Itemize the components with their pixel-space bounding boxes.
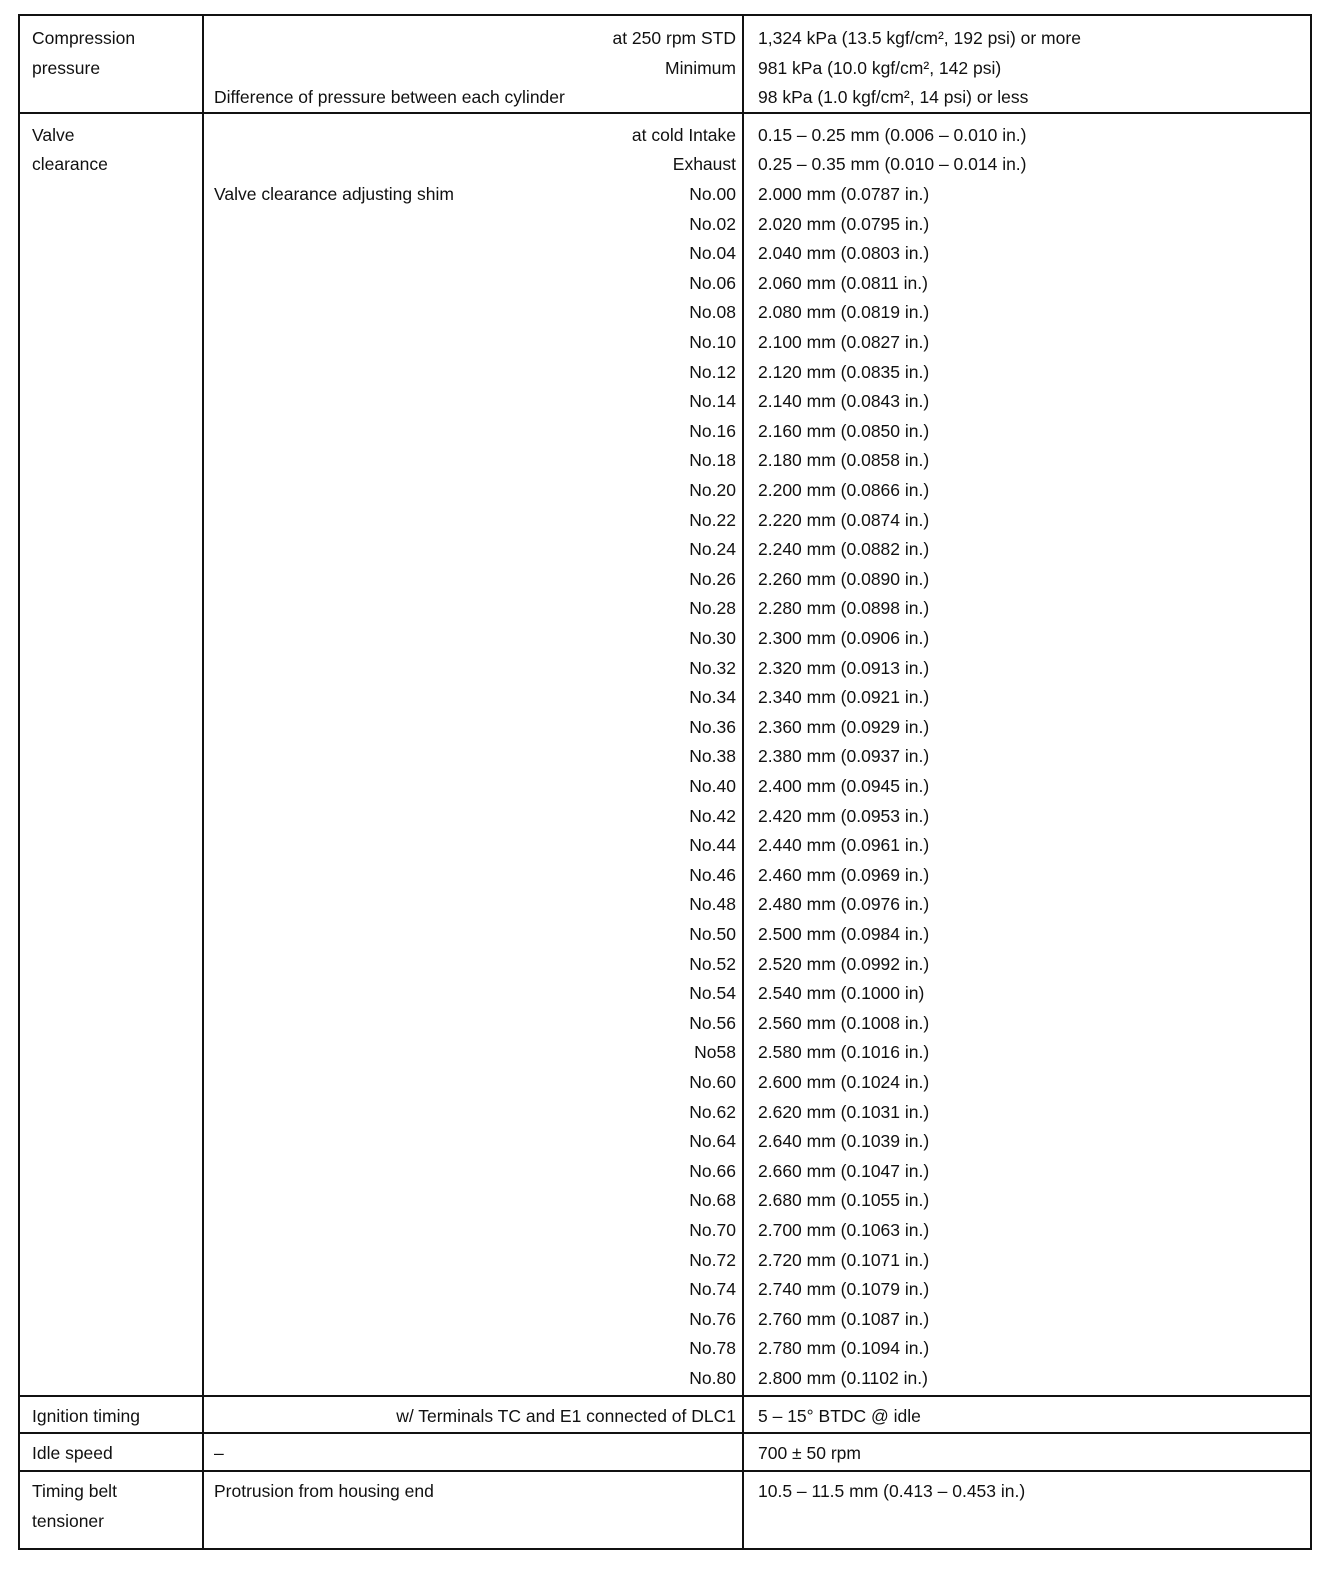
divider — [202, 1397, 204, 1432]
shim-thickness: 2.680 mm (0.1055 in.) — [758, 1190, 930, 1211]
shim-thickness: 2.000 mm (0.0787 in.) — [758, 184, 930, 204]
shim-number: No.62 — [689, 1101, 736, 1122]
shim-number: No.18 — [689, 450, 736, 471]
compression-diff-value: 98 kPa (1.0 kgf/cm², 14 psi) or less — [758, 87, 1029, 107]
shim-thickness: 2.040 mm (0.0803 in.) — [758, 243, 930, 264]
shim-number: No.54 — [689, 983, 736, 1004]
shim-number: No.46 — [689, 864, 736, 885]
shim-thickness: 2.740 mm (0.1079 in.) — [758, 1279, 930, 1300]
shim-thickness: 2.480 mm (0.0976 in.) — [758, 894, 930, 915]
shim-number: No.80 — [689, 1368, 736, 1388]
shim-number: No.30 — [689, 628, 736, 648]
shim-thickness: 2.660 mm (0.1047 in.) — [758, 1160, 930, 1181]
divider — [742, 1397, 744, 1432]
shim-number: No.10 — [689, 332, 736, 352]
shim-number: No.24 — [689, 539, 736, 560]
shim-number: No.34 — [689, 687, 736, 708]
divider — [202, 1434, 204, 1470]
tensioner-value: 10.5 – 11.5 mm (0.413 – 0.453 in.) — [758, 1481, 1026, 1501]
shim-thickness: 2.260 mm (0.0890 in.) — [758, 568, 930, 589]
shim-number: No.50 — [689, 924, 736, 944]
spec-table — [18, 14, 1312, 1550]
shim-thickness: 2.100 mm (0.0827 in.) — [758, 332, 930, 352]
shim-number: No.78 — [689, 1338, 736, 1359]
compression-label-line1: Compression — [32, 28, 136, 48]
shim-thickness: 2.440 mm (0.0961 in.) — [758, 835, 930, 856]
divider — [742, 114, 744, 1395]
shim-number: No.40 — [689, 776, 736, 796]
shim-thickness: 2.160 mm (0.0850 in.) — [758, 420, 930, 441]
ignition-label: Ignition timing — [32, 1406, 140, 1426]
shim-thickness: 2.380 mm (0.0937 in.) — [758, 746, 930, 767]
idle-label: Idle speed — [32, 1443, 113, 1463]
compression-min-condition: Minimum — [665, 58, 736, 78]
shim-number: No.28 — [689, 598, 736, 619]
shim-thickness: 2.200 mm (0.0866 in.) — [758, 480, 930, 500]
divider — [742, 1434, 744, 1470]
shim-number: No.16 — [689, 420, 736, 441]
compression-std-condition: at 250 rpm STD — [612, 28, 736, 48]
shim-number: No.42 — [689, 805, 736, 826]
valve-label-line1: Valve — [32, 125, 75, 145]
compression-diff-condition: Difference of pressure between each cylinder — [214, 87, 565, 107]
shim-number: No.00 — [689, 184, 736, 204]
shim-number: No.70 — [689, 1220, 736, 1240]
shim-thickness: 2.600 mm (0.1024 in.) — [758, 1072, 930, 1092]
shim-number: No.08 — [689, 302, 736, 323]
shim-thickness: 2.780 mm (0.1094 in.) — [758, 1338, 930, 1359]
tensioner-label-line2: tensioner — [32, 1511, 104, 1531]
shim-thickness: 2.180 mm (0.0858 in.) — [758, 450, 930, 471]
shim-thickness: 2.460 mm (0.0969 in.) — [758, 864, 930, 885]
shim-thickness: 2.140 mm (0.0843 in.) — [758, 391, 930, 412]
shim-number: No.32 — [689, 657, 736, 678]
divider — [202, 114, 204, 1395]
shim-number: No.04 — [689, 243, 736, 264]
shim-thickness: 2.020 mm (0.0795 in.) — [758, 213, 930, 234]
section-idle — [20, 1432, 1310, 1470]
shim-label: Valve clearance adjusting shim — [214, 184, 454, 204]
shim-thickness: 2.580 mm (0.1016 in.) — [758, 1042, 930, 1063]
idle-value: 700 ± 50 rpm — [758, 1443, 861, 1463]
shim-thickness: 2.540 mm (0.1000 in) — [758, 983, 925, 1004]
shim-number: No.66 — [689, 1160, 736, 1181]
tensioner-label-line1: Timing belt — [32, 1481, 117, 1501]
shim-number: No.60 — [689, 1072, 736, 1092]
shim-thickness: 2.760 mm (0.1087 in.) — [758, 1308, 930, 1329]
divider — [202, 16, 204, 112]
shim-thickness: 2.400 mm (0.0945 in.) — [758, 776, 930, 796]
shim-thickness: 2.060 mm (0.0811 in.) — [758, 272, 928, 293]
idle-condition: – — [214, 1443, 224, 1463]
shim-number: No.76 — [689, 1308, 736, 1329]
compression-min-value: 981 kPa (10.0 kgf/cm², 142 psi) — [758, 58, 1002, 78]
divider — [202, 1472, 204, 1548]
shim-thickness: 2.700 mm (0.1063 in.) — [758, 1220, 930, 1240]
shim-number: No.68 — [689, 1190, 736, 1211]
divider — [742, 1472, 744, 1548]
section-tensioner — [20, 1470, 1310, 1548]
shim-number: No.56 — [689, 1012, 736, 1033]
shim-number: No.26 — [689, 568, 736, 589]
shim-number: No.12 — [689, 361, 736, 382]
shim-number: No.14 — [689, 391, 736, 412]
tensioner-condition: Protrusion from housing end — [214, 1481, 434, 1501]
shim-number: No.36 — [689, 716, 736, 737]
section-compression — [20, 16, 1310, 112]
shim-thickness: 2.560 mm (0.1008 in.) — [758, 1012, 930, 1033]
shim-number: No.22 — [689, 509, 736, 530]
shim-number: No.74 — [689, 1279, 736, 1300]
shim-thickness: 2.420 mm (0.0953 in.) — [758, 805, 930, 826]
shim-thickness: 2.320 mm (0.0913 in.) — [758, 657, 930, 678]
valve-intake-value: 0.15 – 0.25 mm (0.006 – 0.010 in.) — [758, 125, 1027, 145]
shim-number: No.64 — [689, 1131, 736, 1152]
ignition-value: 5 – 15° BTDC @ idle — [758, 1406, 921, 1426]
shim-thickness: 2.280 mm (0.0898 in.) — [758, 598, 930, 619]
section-valve-clearance — [20, 112, 1310, 1395]
shim-number: No.72 — [689, 1249, 736, 1270]
shim-number: No.38 — [689, 746, 736, 767]
section-ignition — [20, 1395, 1310, 1432]
shim-thickness: 2.360 mm (0.0929 in.) — [758, 716, 930, 737]
shim-thickness: 2.120 mm (0.0835 in.) — [758, 361, 930, 382]
shim-number: No.06 — [689, 272, 736, 293]
ignition-condition: w/ Terminals TC and E1 connected of DLC1 — [396, 1406, 736, 1426]
shim-number: No.52 — [689, 953, 736, 974]
shim-thickness: 2.300 mm (0.0906 in.) — [758, 628, 930, 648]
shim-thickness: 2.340 mm (0.0921 in.) — [758, 687, 930, 708]
shim-thickness: 2.620 mm (0.1031 in.) — [758, 1101, 930, 1122]
divider — [742, 16, 744, 112]
valve-exhaust-condition: Exhaust — [672, 154, 736, 174]
shim-thickness: 2.720 mm (0.1071 in.) — [758, 1249, 930, 1270]
valve-intake-condition: at cold Intake — [631, 125, 736, 145]
compression-std-value: 1,324 kPa (13.5 kgf/cm², 192 psi) or more — [758, 28, 1081, 48]
shim-thickness: 2.800 mm (0.1102 in.) — [758, 1368, 928, 1388]
shim-thickness: 2.500 mm (0.0984 in.) — [758, 924, 930, 944]
shim-number: No.48 — [689, 894, 736, 915]
shim-number: No58 — [694, 1042, 736, 1063]
shim-thickness: 2.240 mm (0.0882 in.) — [758, 539, 930, 560]
shim-number: No.02 — [689, 213, 736, 234]
shim-thickness: 2.220 mm (0.0874 in.) — [758, 509, 930, 530]
valve-label-line2: clearance — [32, 154, 108, 174]
shim-thickness: 2.520 mm (0.0992 in.) — [758, 953, 930, 974]
compression-label-line2: pressure — [32, 58, 101, 78]
shim-thickness: 2.640 mm (0.1039 in.) — [758, 1131, 930, 1152]
valve-exhaust-value: 0.25 – 0.35 mm (0.010 – 0.014 in.) — [758, 154, 1027, 174]
shim-number: No.44 — [689, 835, 736, 856]
shim-thickness: 2.080 mm (0.0819 in.) — [758, 302, 930, 323]
shim-number: No.20 — [689, 480, 736, 500]
